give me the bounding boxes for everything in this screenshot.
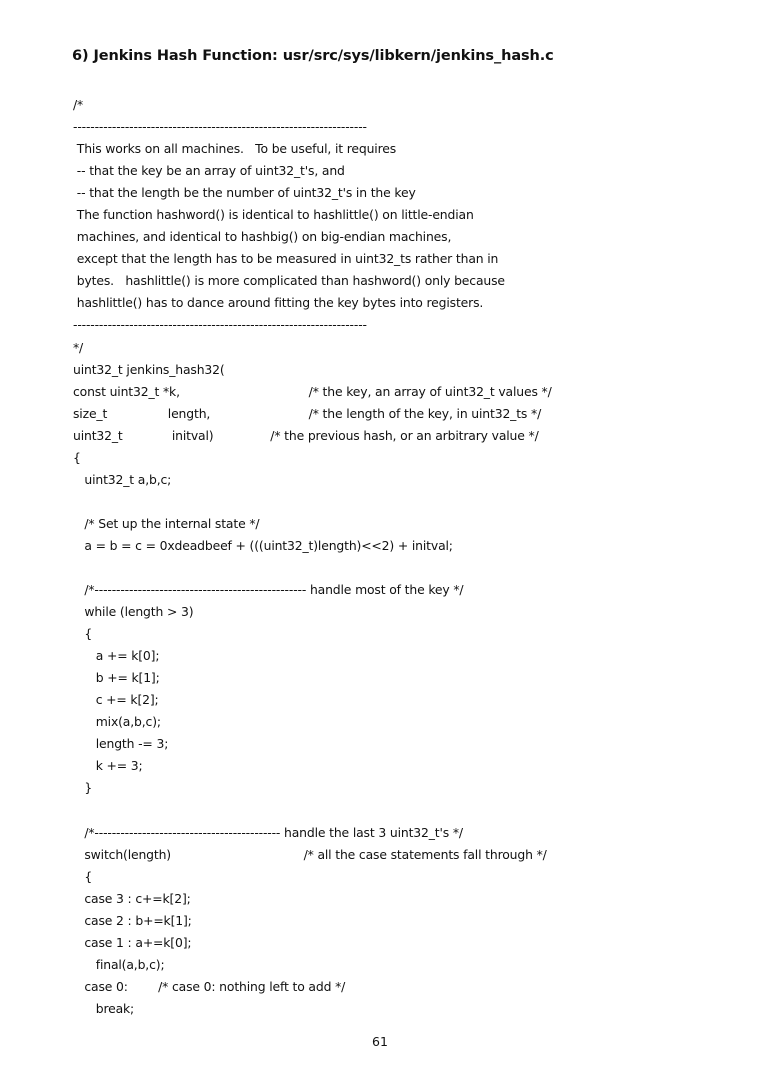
code-line: /*	[73, 97, 84, 112]
code-line: /*------------------------------------------- handle the last 3 uint32_t's */	[73, 824, 463, 840]
code-line: uint32_t jenkins_hash32(	[73, 361, 225, 377]
code-line: /*------------------------------------------------- handle most of the key */	[73, 582, 464, 598]
code-line	[73, 491, 552, 513]
code-line	[73, 557, 552, 579]
code-line: a += k[0];	[73, 648, 160, 664]
code-line: break;	[73, 1000, 135, 1016]
code-line: --------------------------------------------------------------------	[73, 119, 367, 135]
code-line: uint32_t a,b,c;	[73, 471, 172, 487]
code-line: {	[73, 626, 93, 642]
code-line: case 0: /* case 0: nothing left to add */	[73, 978, 346, 994]
code-line: k += 3;	[73, 758, 143, 774]
code-line: -- that the key be an array of uint32_t's, and	[73, 163, 345, 179]
code-line: bytes. hashlittle() is more complicated than hashword() only because	[73, 273, 505, 289]
code-line: This works on all machines. To be useful, it requires	[73, 141, 397, 157]
code-line: case 3 : c+=k[2];	[73, 890, 191, 906]
code-line	[73, 800, 552, 822]
code-line: -- that the length be the number of uint32_t's in the key	[73, 185, 416, 201]
section-heading: 6) Jenkins Hash Function: usr/src/sys/libkern/jenkins_hash.c	[72, 48, 554, 64]
code-line: size_t length, /* the length of the key, in uint32_ts */	[73, 405, 542, 421]
code-line: --------------------------------------------------------------------	[73, 317, 367, 333]
code-line: except that the length has to be measured in uint32_ts rather than in	[73, 251, 499, 267]
code-line: }	[73, 780, 93, 796]
code-line: {	[73, 449, 81, 465]
code-line: The function hashword() is identical to hashlittle() on little-endian	[73, 207, 474, 223]
code-line: uint32_t initval) /* the previous hash, or an arbitrary value */	[73, 427, 539, 443]
code-line: switch(length) /* all the case statements fall through */	[73, 846, 547, 862]
code-line: length -= 3;	[73, 736, 169, 752]
code-line: while (length > 3)	[73, 604, 194, 620]
code-line: /* Set up the internal state */	[73, 515, 260, 531]
code-line: case 2 : b+=k[1];	[73, 912, 192, 928]
page-number: 61	[372, 1034, 388, 1049]
code-line: final(a,b,c);	[73, 956, 165, 972]
code-line: b += k[1];	[73, 670, 160, 686]
code-line: a = b = c = 0xdeadbeef + (((uint32_t)length)<<2) + initval;	[73, 537, 453, 553]
code-line: c += k[2];	[73, 692, 159, 708]
code-line: */	[73, 339, 84, 355]
code-line: hashlittle() has to dance around fitting the key bytes into registers.	[73, 295, 484, 311]
code-line: {	[73, 868, 93, 884]
code-line: mix(a,b,c);	[73, 714, 161, 730]
code-listing	[73, 94, 552, 1020]
code-line: machines, and identical to hashbig() on big-endian machines,	[73, 229, 452, 245]
code-line: case 1 : a+=k[0];	[73, 934, 192, 950]
code-line: const uint32_t *k, /* the key, an array of uint32_t values */	[73, 383, 552, 399]
